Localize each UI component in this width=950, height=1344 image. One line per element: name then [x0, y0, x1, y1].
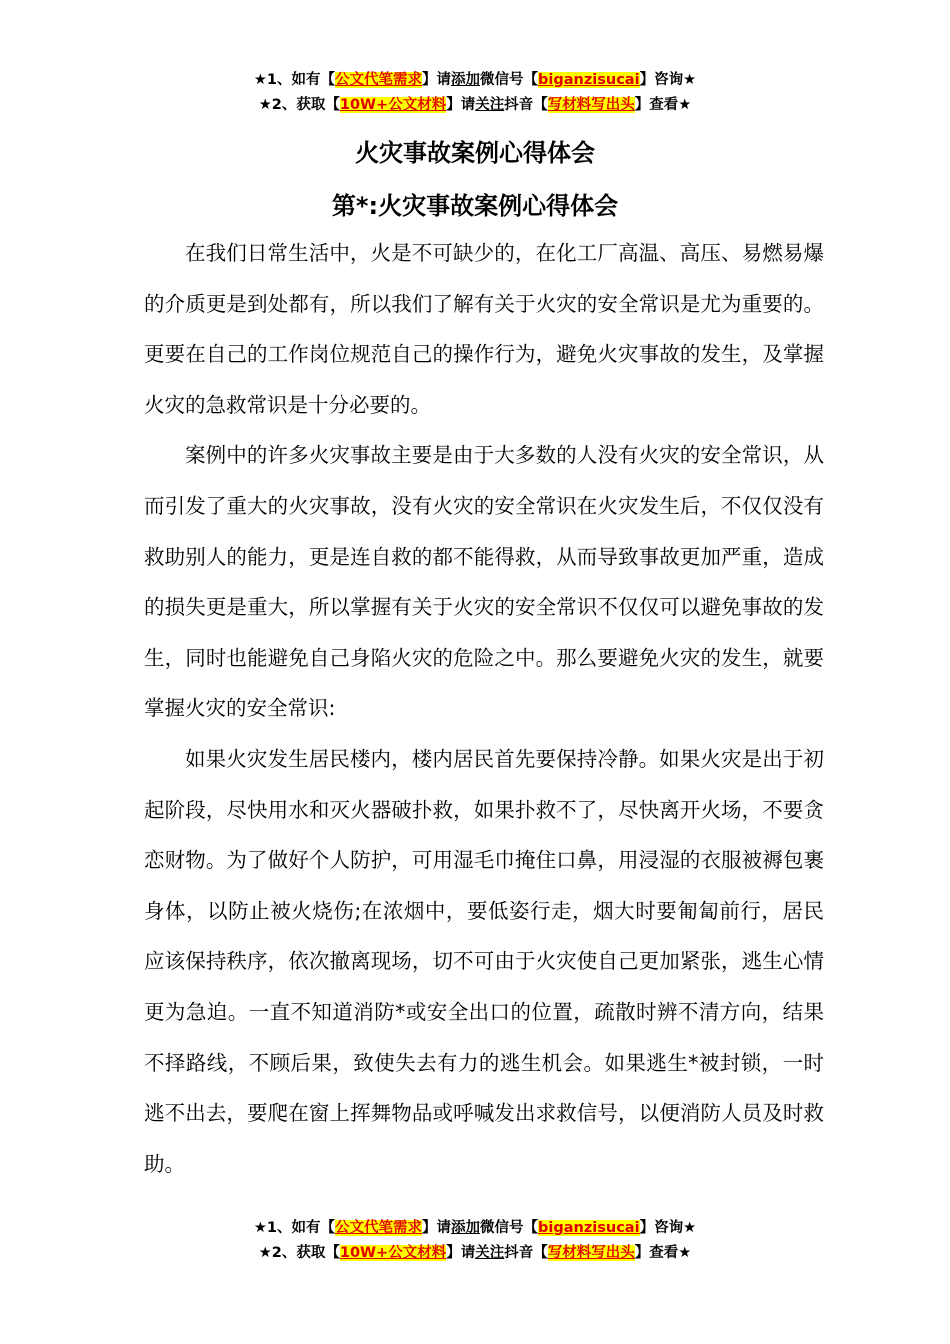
document-body [144, 228, 824, 1189]
banner-text: ★1、如有【 [253, 72, 336, 88]
banner-line-2 [0, 1241, 950, 1266]
underline-text: 关注 [475, 97, 505, 113]
banner-text: 】查看★ [634, 1245, 692, 1261]
underline-text: 添加 [451, 1220, 481, 1236]
banner-text: ★2、获取【 [258, 97, 340, 113]
banner-text: 】请 [446, 97, 476, 113]
banner-text: 】请 [446, 1245, 476, 1261]
banner-line-1 [0, 1216, 950, 1241]
wechat-id: biganzisucai [538, 72, 640, 88]
document-subtitle: 第*:火灾事故案例心得体会 [331, 192, 619, 220]
banner-text: 】请 [422, 72, 452, 88]
paragraph: 如果火灾发生居民楼内，楼内居民首先要保持冷静。如果火灾是出于初起阶段，尽快用水和灭火器破扑救，如果扑救不了，尽快离开火场，不要贪恋财物。为了做好个人防护，可用湿毛巾掩住口鼻，用浸湿的衣服被褥包裹身体，以防止被火烧伤;在浓烟中，要低姿行走，烟大时要匍匐前行，居民应该保持秩序，依次撤离现场，切不可由于火灾使自己更加紧张，逃生心情更为急迫。一直不知道消防*或安全出口的位置，疏散时辨不清方向，结果不择路线，不顾后果，致使失去有力的逃生机会。如果逃生*被封锁，一时逃不出去，要爬在窗上挥舞物品或呼喊发出求救信号，以便消防人员及时救助。 [144, 746, 824, 1176]
highlight-text: 10W+公文材料 [339, 97, 447, 113]
banner-text: 】咨询★ [639, 72, 697, 88]
douyin-id: 写材料写出头 [547, 1245, 635, 1261]
highlight-text: 公文代笔需求 [335, 1220, 423, 1236]
banner-text: 】查看★ [634, 97, 692, 113]
footer-banner [0, 1216, 950, 1266]
banner-text: 抖音【 [504, 97, 548, 113]
banner-text: ★1、如有【 [253, 1220, 336, 1236]
banner-line-2 [0, 93, 950, 118]
douyin-id: 写材料写出头 [547, 97, 635, 113]
document-title: 火灾事故案例心得体会 [355, 139, 595, 167]
banner-text: 】请 [422, 1220, 452, 1236]
wechat-id: biganzisucai [538, 1220, 640, 1236]
banner-text: 微信号【 [480, 72, 539, 88]
banner-text: 】咨询★ [639, 1220, 697, 1236]
highlight-text: 10W+公文材料 [339, 1245, 447, 1261]
highlight-text: 公文代笔需求 [335, 72, 423, 88]
banner-text: 抖音【 [504, 1245, 548, 1261]
underline-text: 关注 [475, 1245, 505, 1261]
banner-text: ★2、获取【 [258, 1245, 340, 1261]
banner-line-1 [0, 68, 950, 93]
paragraph: 案例中的许多火灾事故主要是由于大多数的人没有火灾的安全常识，从而引发了重大的火灾事故，没有火灾的安全常识在火灾发生后，不仅仅没有救助别人的能力，更是连自救的都不能得救，从而导致事故更加严重，造成的损失更是重大，所以掌握有关于火灾的安全常识不仅仅可以避免事故的发生，同时也能避免自己身陷火灾的危险之中。那么要避免火灾的发生，就要掌握火灾的安全常识: [144, 443, 824, 721]
header-banner [0, 68, 950, 118]
paragraph: 在我们日常生活中，火是不可缺少的，在化工厂高温、高压、易燃易爆的介质更是到处都有，所以我们了解有关于火灾的安全常识是尤为重要的。更要在自己的工作岗位规范自己的操作行为，避免火灾事故的发生，及掌握火灾的急救常识是十分必要的。 [144, 241, 824, 417]
underline-text: 添加 [451, 72, 481, 88]
banner-text: 微信号【 [480, 1220, 539, 1236]
